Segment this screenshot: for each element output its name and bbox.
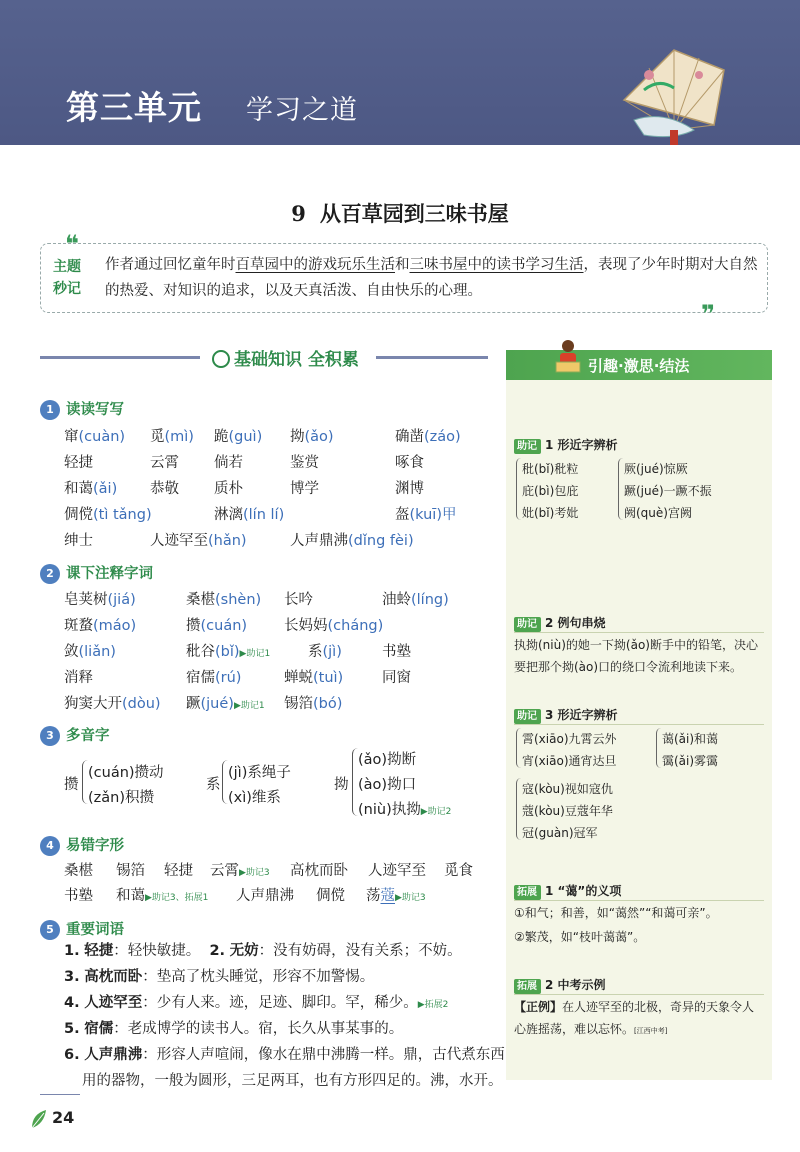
theme-summary-box [40,230,768,328]
hint-item: 阙(què)宫阙 [624,506,692,520]
theme-text: 作者通过回忆童年时百草园中的游戏玩乐生活和三味书屋中的读书学习生活，表现了少年时期对大自然的热爱、对知识的追求，以及天真活泼、自由快乐的心理。 [105,257,758,299]
word-item: 人迹罕至(hǎn) [150,533,247,549]
word-item: 锡箔 [116,863,145,879]
hint-tag: ▶助记3 [395,893,426,903]
hint-tag: ▶助记3 [239,868,270,878]
word-item: 窜(cuàn) [64,429,126,445]
close-quote-icon: ❞ [701,300,716,328]
word-item: 同窗 [382,670,411,686]
word-item: 质朴 [214,481,243,497]
word-item: 觅食 [444,863,473,879]
hint-item: 蔼(ǎi)和蔼 [662,732,719,746]
word-item: 云霄 [150,455,179,471]
hint-item: 宵(xiāo)通宵达旦 [522,754,617,768]
side-panel-title: 引趣·激思·结法 [588,357,690,375]
vocab-item: 3. 高枕而卧：垫高了枕头睡觉，形容不加警惕。 [64,969,375,985]
side-panel [506,350,772,1080]
word-item: 确凿(záo) [395,429,461,445]
vocab-item: 5. 宿儒：老成博学的读书人。宿，长久从事某事的。 [64,1021,404,1037]
subheading-easy-wrong: 4 易错字形 [40,834,124,856]
word-item: 宿儒(rú) [186,670,242,686]
word-item: 人声鼎沸 [236,888,294,904]
word-item: 锡箔(bó) [284,696,343,712]
word-item: 长妈妈(cháng) [284,618,384,634]
number-badge: 4 [40,836,60,856]
word-item: 油蛉(líng) [382,592,449,608]
word-item: 盔(kuī)甲 [395,507,457,523]
hint-item: 妣(bǐ)考妣 [522,506,579,520]
number-badge: 2 [40,564,60,584]
polyphone-reading: (ǎo)拗断 [358,752,417,768]
polyphone-reading: (ào)拗口 [358,777,417,793]
extension-label: 拓展 1 “蔼”的义项 [514,882,621,900]
word-item: 桑椹(shèn) [186,592,262,608]
brace [516,728,521,768]
polyphone-char: 系 [206,777,221,793]
word-item: 狗窦大开(dòu) [64,696,161,712]
polyphone-reading: (cuán)攒动 [88,765,164,781]
lesson-name: 从百草园到三味书屋 [319,201,509,226]
vocab-item: 1. 轻捷：轻快敏捷。 2. 无妨：没有妨碍，没有关系；不妨。 [64,943,462,959]
hint-label: 助记 1 形近字辨析 [514,436,618,454]
hint-tag: ▶助记1 [239,649,271,659]
unit-number: 第三单元 [66,88,202,127]
hint-item: 冠(guàn)冠军 [522,826,598,840]
word-item: 皂荚树(jiá) [64,592,136,608]
folding-fan-illustration-icon [604,30,744,145]
vocab-item-continued: 用的器物，一般为圆形，三足两耳，也有方形四足的。沸，水开。 [82,1073,503,1089]
word-item: 秕谷(bǐ)▶助记1 [186,644,271,660]
word-item: 人声鼎沸(dǐng fèi) [290,533,414,549]
open-quote-icon: ❝ [65,230,80,258]
exam-example: 【正例】在人迹罕至的北极，奇异的天象令人心旌摇荡，难以忘怀。[江西中考] [514,1000,755,1036]
divider [514,994,764,995]
subheading-vocab: 5 重要词语 [40,918,124,940]
page-number-box [0,1106,80,1134]
subheading-polyphone: 3 多音字 [40,724,110,746]
hint-item: 霄(xiāo)九霄云外 [522,732,617,746]
hint-tag: ▶助记3、拓展1 [145,893,209,903]
word-item: 倜傥 [316,888,345,904]
section-title: 基础知识 全积累 [212,345,359,370]
hint-paragraph: 执拗(niù)的她一下拗(ǎo)断手中的铅笔，决心要把那个拗(ào)口的绕口令流利地读下来。 [514,638,758,674]
page-number: 24 [52,1108,75,1127]
word-item: 淋漓(lín lí) [214,507,285,523]
leaf-icon [30,1108,48,1130]
brace [516,458,521,520]
hint-tag: ▶拓展2 [417,1000,449,1010]
brace [656,728,661,768]
word-item: 书塾 [64,888,93,904]
word-item: 博学 [290,481,319,497]
polyphone-reading: (jì)系绳子 [228,765,291,781]
hint-label: 助记 3 形近字辨析 [514,706,618,724]
word-item: 轻捷 [164,863,193,879]
word-item: 绅士 [64,533,93,549]
word-item: 倜傥(tì tǎng) [64,507,152,523]
extension-label: 拓展 2 中考示例 [514,976,606,994]
word-item: 和蔼(ǎi) [64,481,118,497]
lesson-title [0,198,800,228]
hint-label: 助记 2 例句串烧 [514,614,606,632]
word-item: 轻捷 [64,455,93,471]
polyphone-reading: (zǎn)积攒 [88,790,155,806]
hint-item: 寇(kòu)视如寇仇 [522,782,613,796]
unit-banner [0,0,800,145]
unit-name: 学习之道 [246,95,358,126]
word-item: 渊博 [395,481,424,497]
hint-item: 霭(ǎi)雾霭 [662,754,719,768]
section-rule-right [376,356,488,359]
hint-item: 蔻(kòu)豆蔻年华 [522,804,613,818]
divider [514,724,764,725]
vocab-item: 6. 人声鼎沸：形容人声喧闹，像水在鼎中沸腾一样。鼎，古代煮东西 [64,1047,505,1063]
word-item: 高枕而卧 [290,863,348,879]
word-item: 和蔼▶助记3、拓展1 [116,888,209,904]
word-item: 拗(ǎo) [290,429,334,445]
divider [514,900,764,901]
swirl-icon [212,350,230,368]
word-item: 斑蝥(máo) [64,618,137,634]
extension-item: ②繁茂，如“枝叶蔼蔼”。 [514,930,646,944]
theme-label: 主题 秒记 [53,259,81,297]
side-panel-header [506,350,772,380]
word-item: 人迹罕至 [368,863,426,879]
hint-item: 秕(bǐ)秕粒 [522,462,579,476]
word-item: 跪(guì) [214,429,263,445]
polyphone-reading: (niù)执拗▶助记2 [358,802,452,818]
word-item: 觅(mì) [150,429,194,445]
lesson-number: 9 [291,201,306,226]
section-header [40,345,488,369]
divider [514,632,764,633]
hint-item: 厥(jué)惊厥 [624,462,688,476]
number-badge: 5 [40,920,60,940]
word-item: 长吟 [284,592,313,608]
polyphone-char: 攒 [64,777,79,793]
brace [618,458,623,520]
word-item: 桑椹 [64,863,93,879]
word-item: 蹶(jué)▶助记1 [186,696,265,712]
extension-item: ①和气；和善，如“蔼然”“和蔼可亲”。 [514,906,718,920]
word-item: 敛(liǎn) [64,644,116,660]
section-rule-left [40,356,200,359]
word-item: 系(jì) [308,644,342,660]
vocab-item: 4. 人迹罕至：少有人来。迹，足迹、脚印。罕，稀少。▶拓展2 [64,995,449,1011]
hint-tag: ▶助记1 [233,701,265,711]
word-item: 鉴赏 [290,455,319,471]
word-item: 荡蔻▶助记3 [366,888,426,904]
word-item: 啄食 [395,455,424,471]
number-badge: 1 [40,400,60,420]
reading-person-icon [552,338,584,378]
word-item: 蝉蜕(tuì) [284,670,344,686]
word-item: 消释 [64,670,93,686]
subheading-notes: 2 课下注释字词 [40,562,153,584]
polyphone-char: 拗 [334,777,349,793]
hint-item: 庇(bì)包庇 [522,484,579,498]
word-item: 书塾 [382,644,411,660]
word-item: 恭敬 [150,481,179,497]
word-item: 倘若 [214,455,243,471]
subheading-read-write: 1 读读写写 [40,398,124,420]
word-item: 攒(cuán) [186,618,248,634]
hint-tag: ▶助记2 [420,807,452,817]
number-badge: 3 [40,726,60,746]
brace [516,778,521,840]
footer-rule [40,1094,80,1095]
word-item: 云霄▶助记3 [210,863,270,879]
page-footer [0,1094,800,1152]
hint-item: 蹶(jué)一蹶不振 [624,484,712,498]
polyphone-reading: (xì)维系 [228,790,281,806]
